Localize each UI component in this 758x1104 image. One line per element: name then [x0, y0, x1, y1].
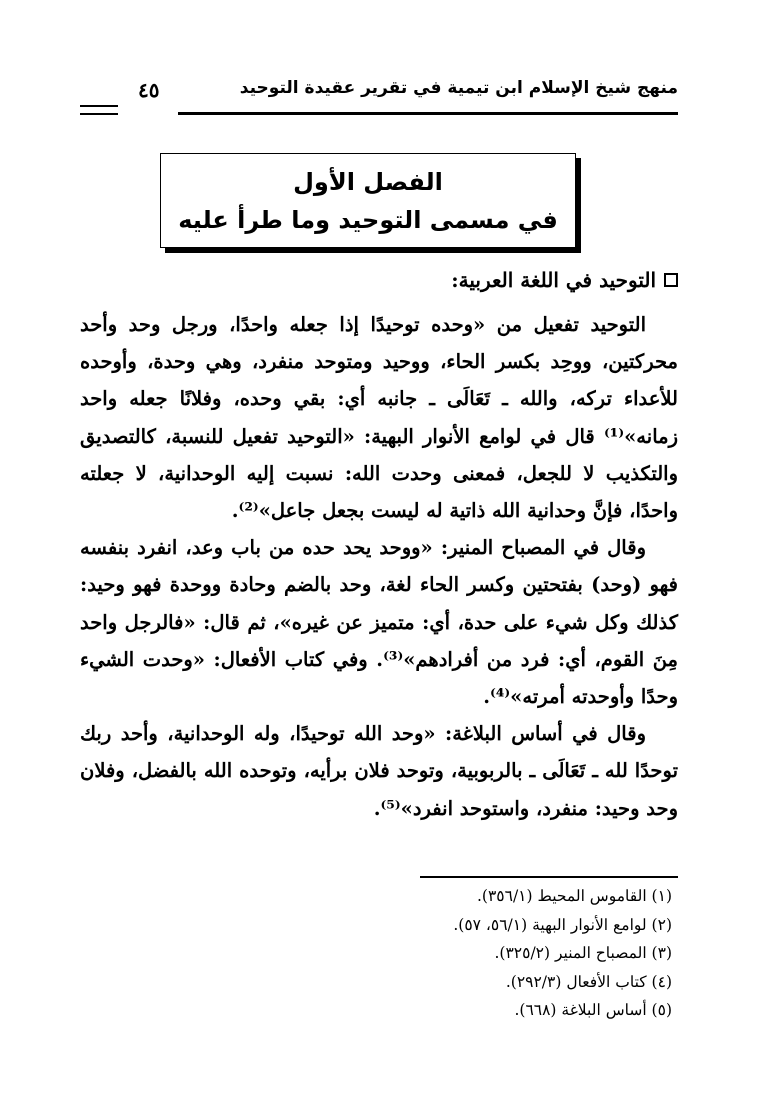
footnote-2: (٢) لوامع الأنوار البهية (٥٦/١، ٥٧).: [453, 915, 672, 934]
footnotes: [453, 882, 672, 1025]
section-heading: [451, 268, 678, 292]
footnote-5: (٥) أساس البلاغة (٦٦٨).: [514, 1001, 672, 1019]
footnote-1: (١) القاموس المحيط (٣٥٦/١).: [477, 887, 672, 905]
running-title: منهج شيخ الإسلام ابن تيمية في تقرير عقيدة التوحيد: [239, 78, 678, 98]
footnote-rule: [420, 876, 678, 878]
page-number: ٤٥: [138, 78, 160, 102]
chapter-title-box: [160, 153, 576, 248]
section-heading-text: التوحيد في اللغة العربية:: [451, 268, 656, 292]
footnote-4: (٤) كتاب الأفعال (٢٩٢/٣).: [505, 972, 672, 991]
square-bullet-icon: [664, 273, 678, 287]
paragraph-1: التوحيد تفعيل من «وحده توحيدًا إذا جعله واحدًا، ورجل وحد وأحد محركتين، ووحِد بكسر الحاء، ووحيد ومتوحد منفرد، وهي وحدة، وأوحده للأعداء تركه، والله ـ تَعَالَى ـ جانبه أي: بقي وحده، وفلانًا جعله واحد زمانه»⁽¹⁾ قال في لوامع الأنوار البهية: «التوحيد تفعيل للنسبة، كالتصديق والتكذيب لا للجعل، فمعنى وحدت الله: نسبت إليه الوحدانية، لا جعلته واحدًا، فإنَّ وحدانية الله ذاتية له ليست بجعل جاعل»⁽²⁾.: [80, 313, 678, 523]
header-rule: [178, 112, 678, 115]
header-rule-left-top: [80, 105, 118, 107]
body-text: [80, 306, 678, 827]
paragraph-3: وقال في أساس البلاغة: «وحد الله توحيدًا، وله الوحدانية، وأحد ربك توحدًا لله ـ تَعَالَى ـ بالربوبية، وتوحد فلان برأيه، وتوحده الله بالفضل، وفلان وحد وحيد: منفرد، واستوحد انفرد»⁽⁵⁾.: [80, 722, 678, 820]
running-head-row: [80, 78, 678, 108]
header-rule-left-bottom: [80, 113, 118, 115]
footnote-3: (٣) المصباح المنير (٣٢٥/٢).: [494, 944, 672, 962]
chapter-subtitle: في مسمى التوحيد وما طرأ عليه: [178, 206, 558, 234]
chapter-title: الفصل الأول: [293, 168, 443, 196]
paragraph-2: وقال في المصباح المنير: «ووحد يحد حده من باب وعد، انفرد بنفسه فهو (وحد) بفتحتين وكسر الحاء لغة، وحد بالضم وحادة ووحدة فهو وحيد: كذلك وكل شيء على حدة، أي: متميز عن غيره»، ثم قال: «فالرجل واحد مِنَ القوم، أي: فرد من أفرادهم»⁽³⁾. وفي كتاب الأفعال: «وحدت الشيء وحدًا وأوحدته أمرته»⁽⁴⁾.: [80, 536, 678, 709]
